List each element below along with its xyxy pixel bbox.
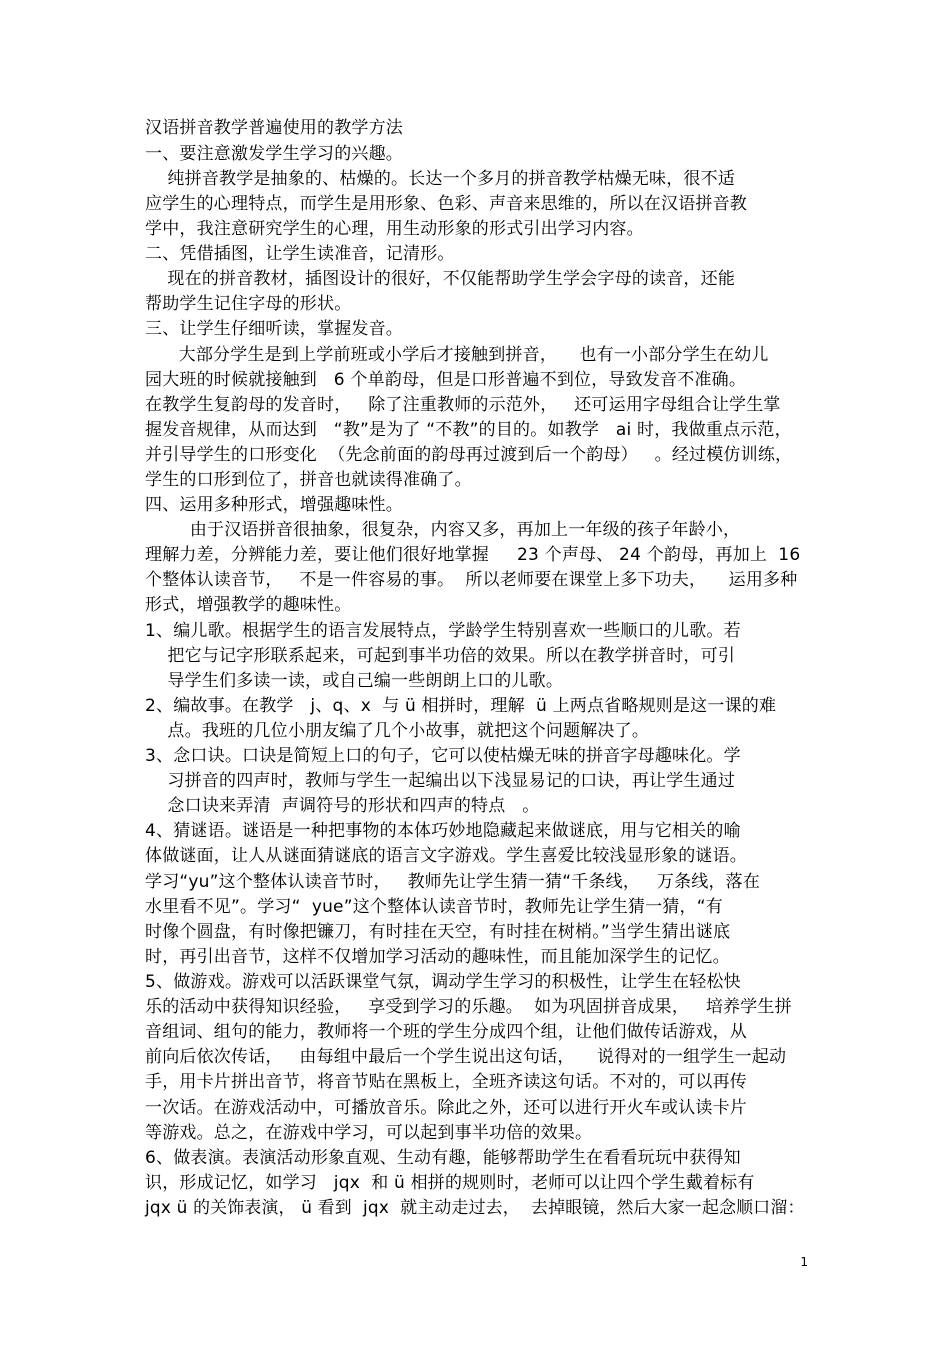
paragraph-line: 握发音规律，从而达到 “教”是为了 “不教”的目的。如教学 ai 时，我做重点示范， (145, 420, 792, 440)
paragraph-line: 应学生的心理特点，而学生是用形象、色彩、声音来思维的，所以在汉语拼音教 (145, 194, 747, 214)
paragraph-line: 在教学生复韵母的发音时， 除了注重教师的示范外， 还可运用字母组合让学生掌 (145, 395, 781, 415)
paragraph-line: 时，再引出音节，这样不仅增加学习活动的趣味性，而且能加深学生的记忆。 (145, 947, 730, 967)
section-heading: 三、让学生仔细听读，掌握发音。 (145, 319, 403, 339)
paragraph-line: 并引导学生的口形变化 （先念前面的韵母再过渡到后一个韵母） 。经过模仿训练， (145, 445, 793, 465)
paragraph-line: 体做谜面，让人从谜面猜谜底的语言文字游戏。学生喜爱比较浅显形象的谜语。 (145, 846, 747, 866)
paragraph-line: 等游戏。总之，在游戏中学习，可以起到事半功倍的效果。 (145, 1123, 593, 1143)
list-item-line: 3、念口诀。口诀是简短上口的句子，它可以使枯燥无味的拼音字母趣味化。学 (145, 746, 741, 766)
list-item-line: 2、编故事。在教学 j、q、x 与 ü 相拼时，理解 ü 上两点省略规则是这一课的难 (145, 696, 777, 716)
paragraph-line: 前向后依次传话， 由每组中最后一个学生说出这句话， 说得对的一组学生一起动 (145, 1047, 787, 1067)
document-title: 汉语拼音教学普遍使用的教学方法 (145, 118, 403, 138)
paragraph-line: 学习“yu”这个整体认读音节时， 教师先让学生猜一猜“千条线， 万条线，落在 (145, 872, 761, 892)
list-item-line: 习拼音的四声时，教师与学生一起编出以下浅显易记的口诀，再让学生通过 (145, 771, 736, 791)
section-heading: 一、要注意激发学生学习的兴趣。 (145, 144, 403, 164)
list-item-line: 4、猜谜语。谜语是一种把事物的本体巧妙地隐藏起来做谜底，用与它相关的喻 (145, 821, 741, 841)
paragraph-line: 园大班的时候就接触到 6 个单韵母，但是口形普遍不到位，导致发音不准确。 (145, 370, 747, 390)
paragraph-line: 大部分学生是到上学前班或小学后才接触到拼音， 也有一小部分学生在幼儿 (145, 345, 769, 365)
list-item-line: 1、编儿歌。根据学生的语言发展特点，学龄学生特别喜欢一些顺口的儿歌。若 (145, 621, 741, 641)
list-item-line: 把它与记字形联系起来，可起到事半功倍的效果。所以在教学拼音时，可引 (145, 646, 736, 666)
paragraph-line: jqx ü 的关饰表演， ü 看到 jqx 就主动走过去， 去掉眼镜，然后大家一起念顺口溜： (145, 1198, 805, 1218)
paragraph-line: 个整体认读音节， 不是一件容易的事。 所以老师要在课堂上多下功夫， 运用多种 (145, 570, 798, 590)
section-heading: 四、运用多种形式，增强趣味性。 (145, 495, 403, 515)
paragraph-line: 学中，我注意研究学生的心理，用生动形象的形式引出学习内容。 (145, 219, 644, 239)
list-item-line: 导学生们多读一读，或自己编一些朗朗上口的儿歌。 (145, 671, 564, 691)
paragraph-line: 理解力差，分辨能力差，要让他们很好地掌握 23 个声母、 24 个韵母，再加上 16 (145, 545, 801, 565)
paragraph-line: 学生的口形到位了，拼音也就读得准确了。 (145, 470, 472, 490)
paragraph-line: 形式，增强教学的趣味性。 (145, 595, 352, 615)
paragraph-line: 纯拼音教学是抽象的、枯燥的。长达一个多月的拼音教学枯燥无味，很不适 (145, 169, 736, 189)
paragraph-line: 音组词、组句的能力，教师将一个班的学生分成四个组，让他们做传话游戏，从 (145, 1022, 747, 1042)
list-item-line: 点。我班的几位小朋友编了几个小故事，就把这个问题解决了。 (145, 721, 650, 741)
list-item-line: 6、做表演。表演活动形象直观、生动有趣，能够帮助学生在看看玩玩中获得知 (145, 1148, 741, 1168)
list-item-line: 念口诀来弄清 声调符号的形状和四声的特点 。 (145, 796, 540, 816)
paragraph-line: 由于汉语拼音很抽象，很复杂，内容又多，再加上一年级的孩子年龄小， (145, 520, 741, 540)
section-heading: 二、凭借插图，让学生读准音，记清形。 (145, 244, 455, 264)
page-number: 1 (800, 1255, 808, 1269)
paragraph-line: 一次话。在游戏活动中，可播放音乐。除此之外，还可以进行开火车或认读卡片 (145, 1098, 747, 1118)
paragraph-line: 识，形成记忆，如学习 jqx 和 ü 相拼的规则时，老师可以让四个学生戴着标有 (145, 1173, 755, 1193)
paragraph-line: 手，用卡片拼出音节，将音节贴在黑板上，全班齐读这句话。不对的，可以再传 (145, 1072, 747, 1092)
list-item-line: 5、做游戏。游戏可以活跃课堂气氛，调动学生学习的积极性，让学生在轻松快 (145, 972, 741, 992)
paragraph-line: 水里看不见”。学习“ yue”这个整体认读音节时，教师先让学生猜一猜，“有 (145, 897, 723, 917)
paragraph-line: 现在的拼音教材，插图设计的很好，不仅能帮助学生学会字母的读音，还能 (145, 269, 736, 289)
paragraph-line: 乐的活动中获得知识经验， 享受到学习的乐趣。 如为巩固拼音成果， 培养学生拼 (145, 997, 792, 1017)
paragraph-line: 时像个圆盘，有时像把镰刀，有时挂在天空，有时挂在树梢。”当学生猜出谜底 (145, 922, 731, 942)
paragraph-line: 帮助学生记住字母的形状。 (145, 294, 352, 314)
